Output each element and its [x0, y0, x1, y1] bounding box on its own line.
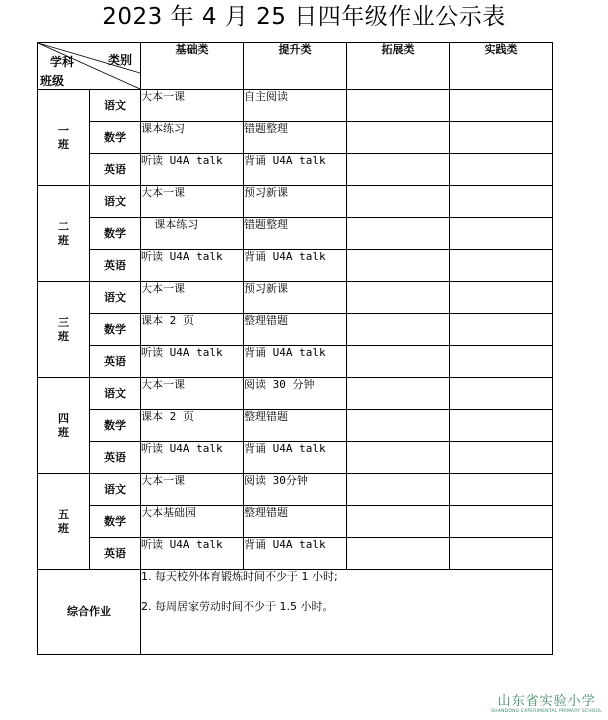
homework-cell-practice	[450, 186, 553, 218]
subject-cell: 语文	[90, 186, 141, 218]
homework-cell-improve: 预习新课	[244, 186, 347, 218]
homework-cell-improve: 背诵 U4A talk	[244, 250, 347, 282]
table-row	[38, 122, 553, 154]
homework-cell-improve: 背诵 U4A talk	[244, 154, 347, 186]
homework-cell-basic: 课本练习	[141, 218, 244, 250]
homework-cell-improve: 错题整理	[244, 218, 347, 250]
header-corner-cell	[38, 43, 141, 90]
subject-cell: 语文	[90, 378, 141, 410]
homework-cell-basic: 听读 U4A talk	[141, 346, 244, 378]
corner-class-label: 班级	[40, 74, 65, 88]
homework-cell-practice	[450, 122, 553, 154]
homework-cell-extend	[347, 154, 450, 186]
homework-cell-basic: 大本一课	[141, 186, 244, 218]
table-row	[38, 90, 553, 122]
corner-category-label: 类别	[107, 53, 132, 67]
homework-cell-practice	[450, 538, 553, 570]
homework-cell-improve: 自主阅读	[244, 90, 347, 122]
homework-cell-basic: 大本一课	[141, 474, 244, 506]
homework-cell-practice	[450, 90, 553, 122]
column-header-practice: 实践类	[450, 43, 553, 90]
homework-cell-improve: 错题整理	[244, 122, 347, 154]
homework-cell-practice	[450, 218, 553, 250]
homework-cell-improve: 阅读 30 分钟	[244, 378, 347, 410]
homework-cell-extend	[347, 250, 450, 282]
subject-cell: 数学	[90, 122, 141, 154]
homework-cell-basic: 大本基础园	[141, 506, 244, 538]
homework-cell-basic: 听读 U4A talk	[141, 442, 244, 474]
homework-cell-extend	[347, 218, 450, 250]
header-row	[38, 43, 553, 90]
subject-cell: 英语	[90, 250, 141, 282]
table-row	[38, 218, 553, 250]
homework-cell-improve: 预习新课	[244, 282, 347, 314]
column-header-extend: 拓展类	[347, 43, 450, 90]
table-row	[38, 378, 553, 410]
homework-cell-practice	[450, 474, 553, 506]
homework-cell-basic: 课本 2 页	[141, 314, 244, 346]
school-logo-name: 山东省实验小学	[497, 694, 596, 709]
subject-cell: 英语	[90, 538, 141, 570]
homework-cell-basic: 听读 U4A talk	[141, 538, 244, 570]
subject-cell: 数学	[90, 506, 141, 538]
homework-table-body	[38, 43, 553, 570]
homework-cell-improve: 整理错题	[244, 506, 347, 538]
summary-label: 综合作业	[38, 570, 141, 655]
homework-cell-practice	[450, 410, 553, 442]
homework-cell-practice	[450, 154, 553, 186]
table-row	[38, 506, 553, 538]
homework-cell-practice	[450, 378, 553, 410]
homework-cell-extend	[347, 474, 450, 506]
homework-cell-improve: 阅读 30分钟	[244, 474, 347, 506]
homework-cell-improve: 整理错题	[244, 410, 347, 442]
table-row	[38, 442, 553, 474]
homework-cell-extend	[347, 410, 450, 442]
table-row	[38, 346, 553, 378]
homework-cell-basic: 大本一课	[141, 378, 244, 410]
subject-cell: 英语	[90, 442, 141, 474]
page-title: 2023 年 4 月 25 日四年级作业公示表	[102, 4, 506, 30]
table-row	[38, 154, 553, 186]
homework-cell-extend	[347, 378, 450, 410]
table-row	[38, 282, 553, 314]
homework-cell-basic: 听读 U4A talk	[141, 154, 244, 186]
subject-cell: 英语	[90, 346, 141, 378]
table-row	[38, 538, 553, 570]
subject-cell: 数学	[90, 410, 141, 442]
subject-cell: 语文	[90, 474, 141, 506]
summary-section	[38, 570, 553, 655]
homework-cell-extend	[347, 122, 450, 154]
homework-cell-extend	[347, 346, 450, 378]
homework-cell-basic: 大本一课	[141, 282, 244, 314]
class-name-cell: 三 班	[38, 282, 90, 378]
summary-row	[38, 570, 553, 655]
homework-cell-extend	[347, 506, 450, 538]
homework-cell-practice	[450, 442, 553, 474]
subject-cell: 英语	[90, 154, 141, 186]
homework-cell-basic: 大本一课	[141, 90, 244, 122]
homework-table	[37, 42, 553, 655]
homework-cell-extend	[347, 314, 450, 346]
subject-cell: 语文	[90, 282, 141, 314]
homework-cell-improve: 背诵 U4A talk	[244, 538, 347, 570]
summary-item: 1. 每天校外体育锻炼时间不少于 1 小时;	[141, 570, 338, 583]
homework-cell-extend	[347, 442, 450, 474]
subject-cell: 数学	[90, 218, 141, 250]
class-name-cell: 五 班	[38, 474, 90, 570]
column-header-basic: 基础类	[141, 43, 244, 90]
homework-cell-practice	[450, 250, 553, 282]
table-row	[38, 474, 553, 506]
homework-cell-improve: 整理错题	[244, 314, 347, 346]
homework-cell-extend	[347, 282, 450, 314]
homework-cell-practice	[450, 506, 553, 538]
homework-cell-practice	[450, 282, 553, 314]
school-logo-english: SHANDONG EXPERIMENTAL PRIMARY SCHOOL	[491, 709, 602, 714]
homework-cell-basic: 课本练习	[141, 122, 244, 154]
column-header-improve: 提升类	[244, 43, 347, 90]
summary-item: 2. 每周居家劳动时间不少于 1.5 小时。	[141, 600, 334, 613]
table-row	[38, 314, 553, 346]
school-logo	[491, 690, 602, 714]
class-name-cell: 四 班	[38, 378, 90, 474]
homework-cell-practice	[450, 314, 553, 346]
homework-cell-extend	[347, 90, 450, 122]
homework-cell-extend	[347, 538, 450, 570]
homework-cell-improve: 背诵 U4A talk	[244, 442, 347, 474]
corner-subject-label: 学科	[50, 55, 75, 69]
homework-cell-extend	[347, 186, 450, 218]
table-row	[38, 410, 553, 442]
table-row	[38, 186, 553, 218]
homework-cell-basic: 听读 U4A talk	[141, 250, 244, 282]
subject-cell: 语文	[90, 90, 141, 122]
summary-content	[141, 570, 553, 655]
class-name-cell: 二 班	[38, 186, 90, 282]
homework-cell-basic: 课本 2 页	[141, 410, 244, 442]
subject-cell: 数学	[90, 314, 141, 346]
class-name-cell: 一 班	[38, 90, 90, 186]
homework-cell-improve: 背诵 U4A talk	[244, 346, 347, 378]
homework-cell-practice	[450, 346, 553, 378]
table-row	[38, 250, 553, 282]
